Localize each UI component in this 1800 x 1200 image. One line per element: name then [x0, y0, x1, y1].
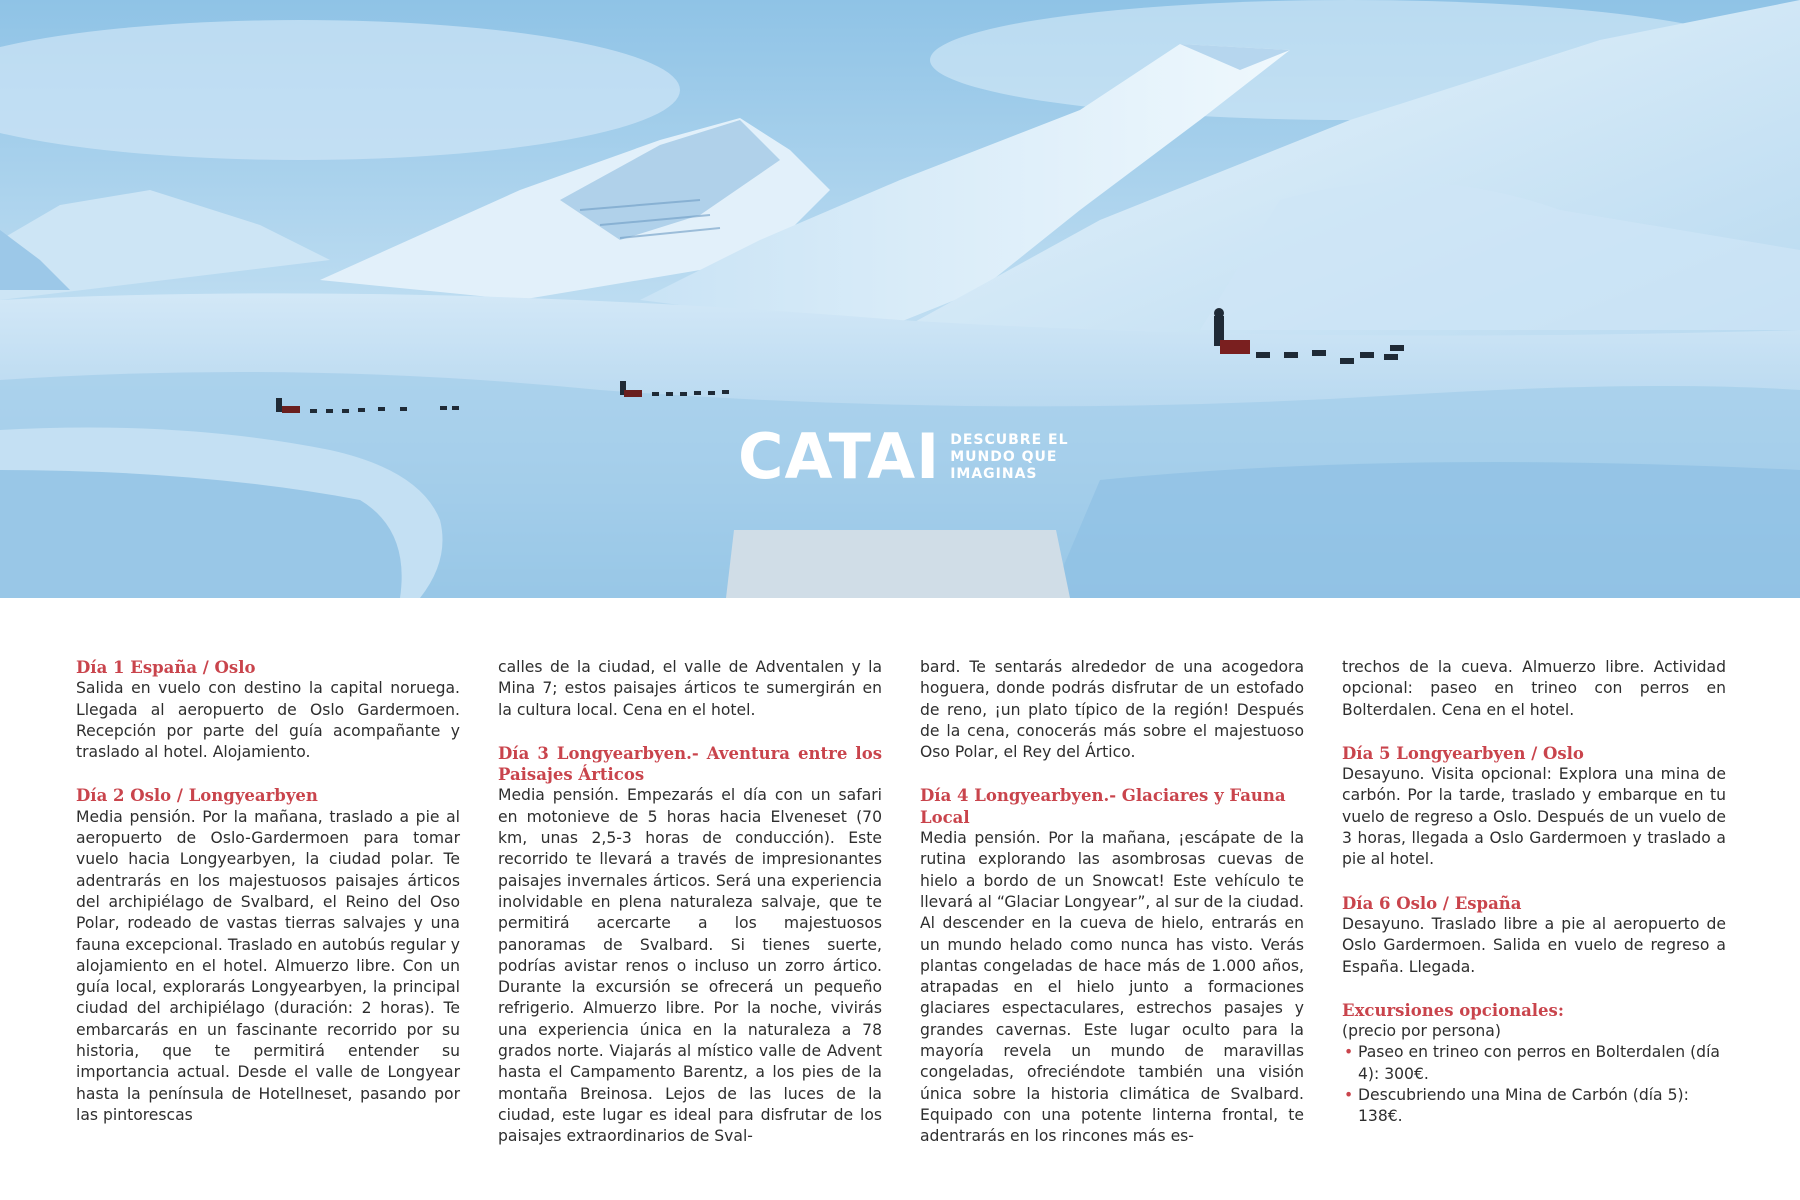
excursion-item-2: Descubriendo una Mina de Carbón (día 5): 138€. — [1358, 1086, 1689, 1126]
day-2-title: Día 2 Oslo / Longyearbyen — [76, 786, 318, 806]
day-1-title: Día 1 España / Oslo — [76, 658, 256, 677]
day-6-text: Desayuno. Traslado libre a pie al aeropuerto de Oslo Gardermoen. Salida en vuelo de regreso a España. Llegada. — [1342, 914, 1726, 976]
tagline-line-3: IMAGINAS — [950, 465, 1038, 482]
day-6-title: Día 6 Oslo / España — [1342, 893, 1522, 913]
arctic-landscape-illustration — [0, 0, 1800, 598]
day-2-text-continued: calles de la ciudad, el valle de Adventalen y la Mina 7; estos paisajes árticos te sumergirán en la cultura local. Cena en el hotel. — [498, 658, 882, 719]
day-4-text: Media pensión. Por la mañana, ¡escápate de la rutina explorando las asombrosas cuevas de hielo a bordo de un Snowcat! Este vehículo te llevará al “Glaciar Longyear”, al sur de la ciudad. Al descender en la cueva de hielo, entrarás en un mundo helado como nunca has visto. Verás plantas congeladas de hace más de 1.000 años, atrapadas en el hielo junto a formaciones glaciares espectaculares, estrechos pasajes y grandes cavernas. Este lugar oculto para la mayoría revela un mundo de maravillas congeladas, ofreciéndote también una visión única sobre la historia climática de Svalbard. Equipado con una potente linterna frontal, te adentrarás en los rincones más es- — [920, 829, 1304, 1146]
column-1 — [76, 657, 460, 1126]
day-1-text: Salida en vuelo con destino la capital noruega. Llegada al aeropuerto de Oslo Gardermoen. Recepción por parte del guía acompañante y traslado al hotel. Alojamiento. — [76, 679, 460, 762]
logo-wordmark: CATAI — [738, 420, 941, 493]
day-3-text-continued: bard. Te sentarás alrededor de una acogedora hoguera, donde podrás disfrutar de un estofado de reno, ¡un plato típico de la región! Después de la cena, conocerás más sobre el majestuoso Oso Polar, el Rey del Ártico. — [920, 658, 1304, 762]
day-4-title: Día 4 Longyearbyen.- Glaciares y Fauna Local — [920, 786, 1286, 827]
tagline-line-2: MUNDO QUE — [950, 448, 1058, 465]
tagline-line-1: DESCUBRE EL — [950, 431, 1069, 448]
bullet-icon: • — [1344, 1086, 1354, 1105]
excursion-item-1: Paseo en trineo con perros en Bolterdalen (día 4): 300€. — [1358, 1043, 1720, 1083]
day-4-text-continued: trechos de la cueva. Almuerzo libre. Actividad opcional: paseo en trineo con perros en Bolterdalen. Cena en el hotel. — [1342, 658, 1726, 719]
excursions-list — [1342, 1042, 1726, 1127]
list-item — [1342, 1085, 1726, 1128]
column-4 — [1342, 657, 1726, 1128]
column-3 — [920, 657, 1304, 1148]
excursions-subtitle: (precio por persona) — [1342, 1022, 1501, 1041]
day-2-text: Media pensión. Por la mañana, traslado a pie al aeropuerto de Oslo-Gardermoen para tomar vuelo hacia Longyearbyen, la ciudad polar. Te adentrarás en los majestuosos paisajes árticos del archipiélago de Svalbard, el Reino del Oso Polar, rodeado de vastas tierras salvajes y una fauna excepcional. Traslado en autobús regular y alojamiento en el hotel. Almuerzo libre. Con un guía local, explorarás Longyearbyen, la principal ciudad del archipiélago (duración: 2 horas). Te embarcarás en un fascinante recorrido por su historia, que te permitirá entender su importancia actual. Desde el valle de Longyear hasta la península de Hotellneset, pasando por las pintorescas — [76, 807, 460, 1124]
hero-photo — [0, 0, 1800, 598]
day-3-text: Media pensión. Empezarás el día con un safari en motonieve de 5 horas hacia Elveneset (70 km, unas 2,5-3 horas de conducción). Este recorrido te llevará a través de impresionantes paisajes invernales árticos. Será una experiencia inolvidable en plena naturaleza salvaje, que te permitirá acercarte a los majestuosos panoramas de Svalbard. Si tienes suerte, podrías avistar renos o incluso un zorro ártico. Durante la excursión se ofrecerá un pequeño refrigerio. Almuerzo libre. Por la noche, vivirás una experiencia única en la naturaleza a 78 grados norte. Viajarás al místico valle de Advent hasta el Campamento Barentz, a los pies de la montaña Breinosa. Lejos de las luces de la ciudad, este lugar es ideal para disfrutar de los paisajes extraordinarios de Sval- — [498, 786, 882, 1146]
column-2 — [498, 657, 882, 1148]
day-5-title: Día 5 Longyearbyen / Oslo — [1342, 743, 1584, 763]
day-5-text: Desayuno. Visita opcional: Explora una mina de carbón. Por la tarde, traslado y embarque en tu vuelo de regreso a Oslo. Después de un vuelo de 3 horas, llegada a Oslo Gardermoen y traslado a pie al hotel. — [1342, 765, 1726, 869]
itinerary-columns — [76, 657, 1726, 1146]
list-item — [1342, 1042, 1726, 1085]
excursions-title: Excursiones opcionales: — [1342, 1000, 1564, 1020]
catai-logo — [738, 420, 1069, 493]
bullet-icon: • — [1344, 1043, 1354, 1062]
logo-tagline — [950, 432, 1068, 483]
day-3-title: Día 3 Longyearbyen.- Aventura entre los Paisajes Árticos — [498, 743, 882, 785]
